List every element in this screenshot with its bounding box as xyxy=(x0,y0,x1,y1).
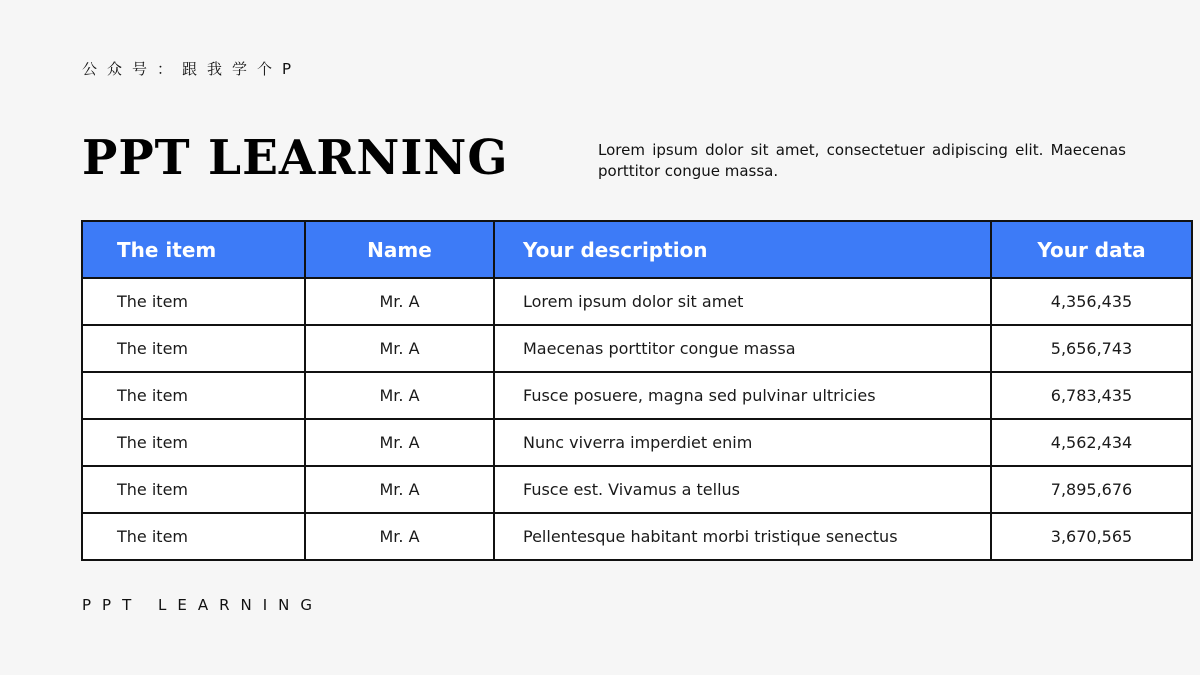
table-row xyxy=(82,466,1192,513)
intro-text: Lorem ipsum dolor sit amet, consectetuer adipiscing elit. Maecenas porttitor congue massa. xyxy=(598,141,1126,180)
table-row xyxy=(82,278,1192,325)
cell-description: Fusce est. Vivamus a tellus xyxy=(494,466,991,513)
table-row xyxy=(82,513,1192,560)
cell-description: Nunc viverra imperdiet enim xyxy=(494,419,991,466)
cell-name: Mr. A xyxy=(305,325,494,372)
cell-name: Mr. A xyxy=(305,513,494,560)
footer-label: PPT LEARNING xyxy=(82,596,324,614)
cell-data: 6,783,435 xyxy=(991,372,1192,419)
cell-item: The item xyxy=(82,466,305,513)
cell-description: Maecenas porttitor congue massa xyxy=(494,325,991,372)
column-header-name: Name xyxy=(305,221,494,278)
table-header-row xyxy=(82,221,1192,278)
cell-item: The item xyxy=(82,419,305,466)
account-label: 公众号：跟我学个P xyxy=(82,60,302,78)
data-table xyxy=(81,220,1193,561)
cell-item: The item xyxy=(82,372,305,419)
cell-data: 3,670,565 xyxy=(991,513,1192,560)
cell-name: Mr. A xyxy=(305,372,494,419)
cell-description: Lorem ipsum dolor sit amet xyxy=(494,278,991,325)
cell-item: The item xyxy=(82,513,305,560)
table-header xyxy=(82,221,1192,278)
page-title: PPT LEARNING xyxy=(82,130,509,187)
table-body xyxy=(82,278,1192,560)
cell-name: Mr. A xyxy=(305,278,494,325)
cell-item: The item xyxy=(82,325,305,372)
cell-data: 4,562,434 xyxy=(991,419,1192,466)
column-header-description: Your description xyxy=(494,221,991,278)
table-row xyxy=(82,419,1192,466)
cell-data: 5,656,743 xyxy=(991,325,1192,372)
table-row xyxy=(82,372,1192,419)
cell-data: 7,895,676 xyxy=(991,466,1192,513)
cell-item: The item xyxy=(82,278,305,325)
table-row xyxy=(82,325,1192,372)
data-table-container xyxy=(81,220,1146,561)
cell-description: Pellentesque habitant morbi tristique senectus xyxy=(494,513,991,560)
column-header-data: Your data xyxy=(991,221,1192,278)
cell-name: Mr. A xyxy=(305,466,494,513)
cell-data: 4,356,435 xyxy=(991,278,1192,325)
cell-name: Mr. A xyxy=(305,419,494,466)
column-header-item: The item xyxy=(82,221,305,278)
cell-description: Fusce posuere, magna sed pulvinar ultricies xyxy=(494,372,991,419)
